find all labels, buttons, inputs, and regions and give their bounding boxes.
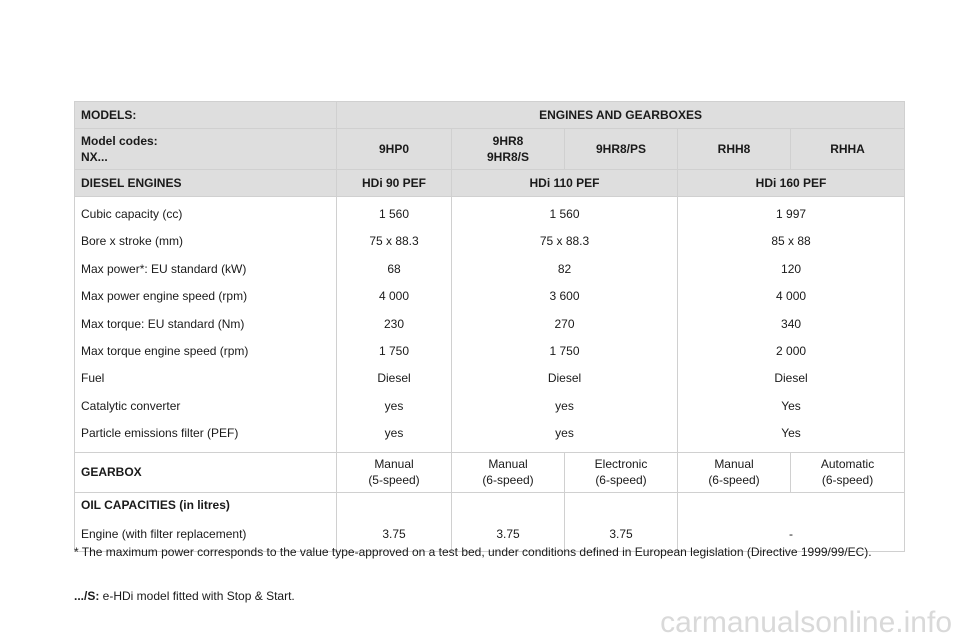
- spec-label: Max torque: EU standard (Nm): [81, 316, 245, 331]
- spec-value: Diesel: [774, 371, 808, 386]
- model-code: [791, 129, 905, 170]
- spec-label: Bore x stroke (mm): [81, 234, 184, 249]
- gearbox-value: [791, 452, 905, 492]
- model-codes-label-line2: NX...: [81, 150, 108, 164]
- model-code: [337, 129, 452, 170]
- spec-value: 1 560: [549, 207, 580, 221]
- engine-spec-table: [74, 101, 905, 552]
- spec-value: yes: [555, 426, 574, 441]
- spec-value: 270: [554, 316, 575, 331]
- engine-oil-label: Engine (with filter replacement): [75, 517, 337, 552]
- spec-value: Yes: [781, 426, 801, 441]
- model-code-line1: RHHA: [830, 142, 865, 156]
- spec-value: 1 997: [776, 207, 807, 221]
- model-code: [452, 129, 565, 170]
- stop-start-text: e-HDi model fitted with Stop & Start.: [99, 589, 295, 603]
- model-codes-row: [75, 129, 905, 170]
- stop-start-note: [74, 589, 295, 603]
- gearbox-value: [565, 452, 678, 492]
- model-code: [565, 129, 678, 170]
- spec-value: 1 560: [378, 207, 410, 221]
- spec-value: 85 x 88: [771, 234, 811, 249]
- spec-value: Yes: [781, 398, 801, 413]
- spec-value: 4 000: [776, 289, 807, 304]
- spec-value: yes: [384, 398, 404, 413]
- gearbox-speeds: (6-speed): [595, 473, 647, 488]
- diesel-engines-label: DIESEL ENGINES: [75, 170, 337, 197]
- model-codes-label-line1: Model codes:: [81, 134, 158, 148]
- model-code-line1: 9HR8/PS: [595, 142, 647, 156]
- gearbox-speeds: (6-speed): [708, 473, 760, 488]
- power-footnote: * The maximum power corresponds to the value type-approved on a test bed, under conditions defined in European legislation (Directive 1999/99/EC).: [74, 545, 872, 559]
- header-row: [75, 102, 905, 129]
- engines-gearboxes-header: ENGINES AND GEARBOXES: [337, 102, 905, 129]
- oil-capacities-label: OIL CAPACITIES (in litres): [75, 492, 337, 517]
- spec-value: 1 750: [378, 343, 410, 358]
- oil-value: 3.75: [565, 517, 678, 552]
- spec-value: 2 000: [776, 343, 807, 358]
- spec-value: 3 600: [549, 289, 580, 304]
- oil-capacities-row: [75, 492, 905, 517]
- watermark: carmanualsonline.info: [660, 606, 952, 639]
- oil-blank: [452, 492, 565, 517]
- model-codes-label: [75, 129, 337, 170]
- spec-values-hdi110: [452, 197, 678, 453]
- models-header: MODELS:: [75, 102, 337, 129]
- gearbox-label: GEARBOX: [75, 452, 337, 492]
- gearbox-type: Electronic: [594, 457, 648, 472]
- spec-values-hdi160: [678, 197, 905, 453]
- oil-blank: [337, 492, 452, 517]
- spec-label: Max power engine speed (rpm): [81, 289, 248, 304]
- oil-value: 3.75: [337, 517, 452, 552]
- spec-value: 75 x 88.3: [369, 234, 419, 249]
- model-code: [678, 129, 791, 170]
- oil-value: -: [678, 517, 905, 552]
- spec-value: yes: [555, 398, 574, 413]
- spec-value: 68: [387, 261, 401, 276]
- gearbox-speeds: (6-speed): [482, 473, 534, 488]
- spec-value: 1 750: [549, 343, 580, 358]
- spec-value: 230: [383, 316, 405, 331]
- spec-rows: [75, 197, 905, 453]
- spec-label: Cubic capacity (cc): [81, 207, 183, 221]
- model-code-line2: 9HR8/S: [486, 150, 530, 164]
- spec-label: Max power*: EU standard (kW): [81, 261, 247, 276]
- engine-name: HDi 90 PEF: [337, 170, 452, 197]
- spec-labels: [75, 197, 337, 453]
- model-code-line1: 9HP0: [378, 142, 410, 156]
- gearbox-row: [75, 452, 905, 492]
- engine-name: HDi 160 PEF: [678, 170, 905, 197]
- stop-start-prefix: .../S:: [74, 589, 100, 603]
- gearbox-speeds: (5-speed): [368, 473, 420, 488]
- engine-name: HDi 110 PEF: [452, 170, 678, 197]
- spec-label: Catalytic converter: [81, 398, 181, 413]
- gearbox-type: Manual: [374, 457, 414, 472]
- gearbox-value: [452, 452, 565, 492]
- model-code-line1: RHH8: [717, 142, 751, 156]
- spec-label: Max torque engine speed (rpm): [81, 343, 249, 358]
- gearbox-value: [337, 452, 452, 492]
- spec-value: yes: [384, 426, 404, 441]
- spec-value: 75 x 88.3: [539, 234, 590, 249]
- spec-value: 4 000: [378, 289, 410, 304]
- model-code-line1: 9HR8: [492, 134, 524, 148]
- gearbox-type: Manual: [488, 457, 528, 472]
- spec-value: 82: [557, 261, 572, 276]
- gearbox-value: [678, 452, 791, 492]
- spec-value: 340: [781, 316, 802, 331]
- spec-value: Diesel: [377, 371, 411, 386]
- spec-label: Particle emissions filter (PEF): [81, 426, 239, 441]
- diesel-engines-row: [75, 170, 905, 197]
- gearbox-speeds: (6-speed): [821, 473, 874, 488]
- oil-value: 3.75: [452, 517, 565, 552]
- spec-values-hdi90: [337, 197, 452, 453]
- oil-blank: [678, 492, 905, 517]
- spec-value: 120: [781, 261, 802, 276]
- gearbox-type: Automatic: [820, 457, 875, 472]
- gearbox-type: Manual: [714, 457, 754, 472]
- oil-blank: [565, 492, 678, 517]
- spec-value: Diesel: [547, 371, 582, 386]
- spec-label: Fuel: [81, 371, 105, 386]
